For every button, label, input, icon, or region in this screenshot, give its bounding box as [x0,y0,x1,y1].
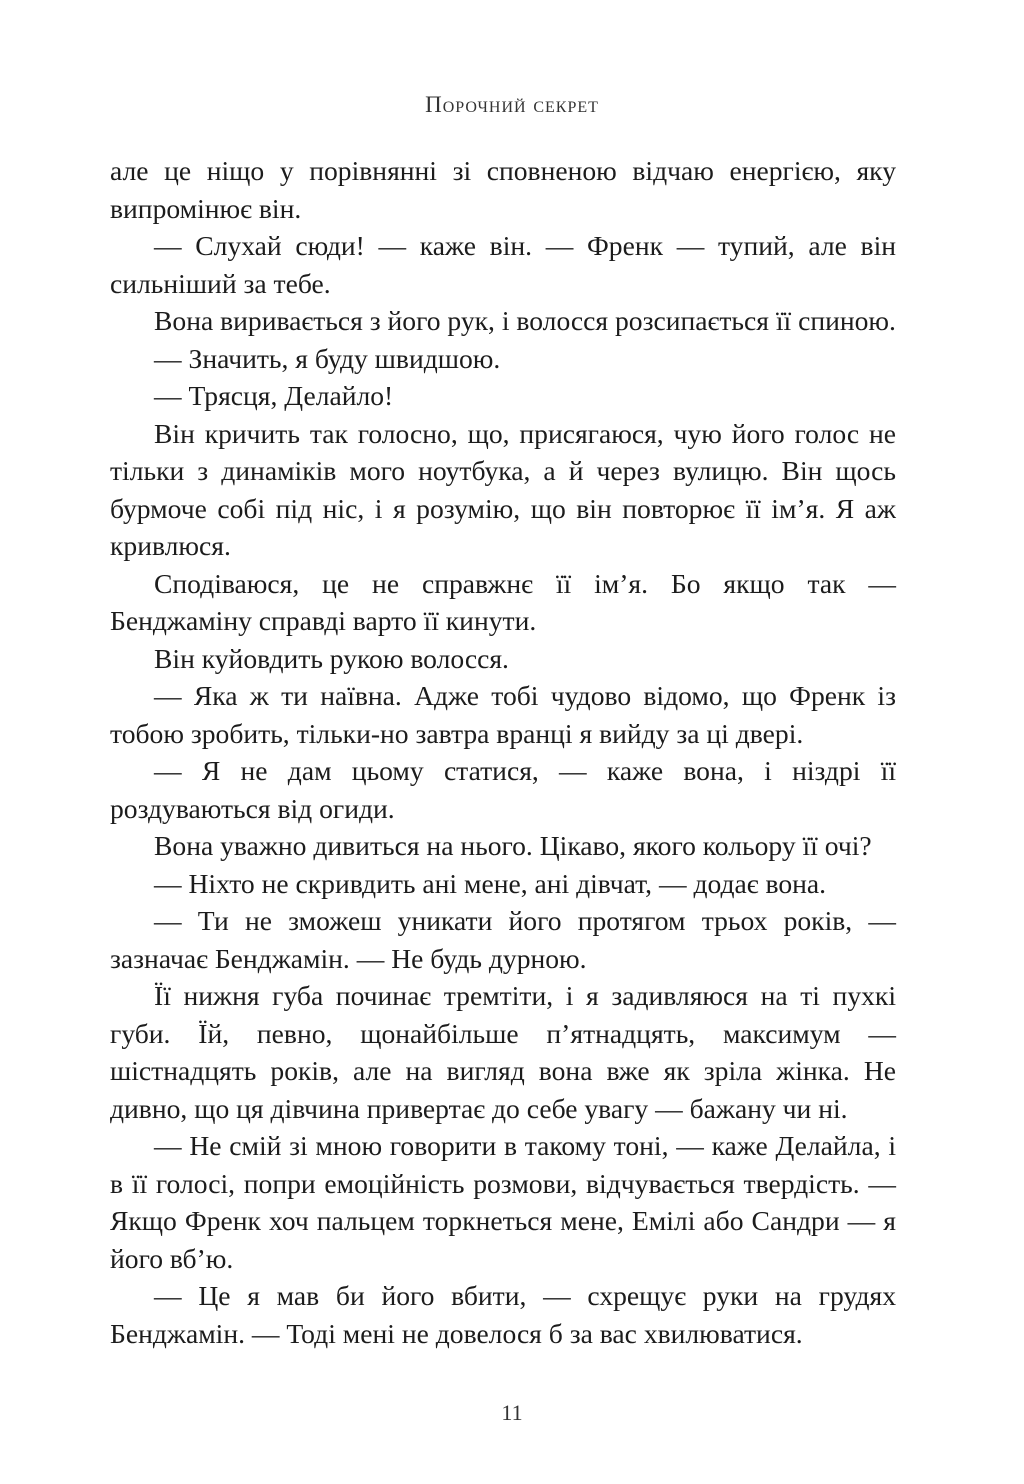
page-number: 11 [501,1400,523,1425]
paragraph: — Ніхто не скривдить ані мене, ані дівчат, — додає вона. [154,867,827,899]
paragraph: Сподіваюся, це не справжнє її ім’я. Бо якщо так — Бенджаміну справді варто її кинути. [110,567,896,636]
paragraph: — Слухай сюди! — каже він. — Френк — тупий, але він сильніший за тебе. [110,230,896,299]
paragraph: — Не смій зі мною говорити в такому тоні, — каже Делайла, і в її голосі, попри емоційність розмови, відчувається твердість. — Якщо Френк хоч пальцем торкнеться мене, Емілі або Сандри — я його вб’ю. [110,1130,896,1274]
paragraph: — Яка ж ти наївна. Адже тобі чудово відомо, що Френк із тобою зробить, тільки-но завтра вранці я вийду за ці двері. [110,680,896,749]
paragraph: — Значить, я буду швидшою. [154,342,501,374]
paragraph: — Трясця, Делайло! [154,380,394,411]
paragraph: Її нижня губа починає тремтіти, і я задивляюся на ті пухкі губи. Їй, певно, щонайбільше п’ятнадцять, максимум — шістнадцять років, але на вигляд вона вже як зріла жінка. Не дивно, що ця дівчина привертає до себе увагу — бажану чи ні. [110,980,896,1124]
running-head: Порочний секрет [425,92,599,117]
paragraph: — Я не дам цьому статися, — каже вона, і ніздрі її роздуваються від огиди. [110,755,896,824]
paragraph: — Ти не зможеш уникати його протягом трьох років, — зазначає Бенджамін. — Не будь дурною. [110,905,896,974]
paragraph: але це ніщо у порівнянні зі сповненою відчаю енергією, яку випромінює він. [110,155,896,224]
paragraph: Він кричить так голосно, що, присягаюся, чую його голос не тільки з динаміків мого ноутбука, а й через вулицю. Він щось бурмоче собі під ніс, і я розумію, що він повторює її ім’я. Я аж кривлюся. [110,417,896,561]
paragraph: — Це я мав би його вбити, — схрещує руки на грудях Бенджамін. — Тоді мені не довелося б за вас хвилюватися. [110,1280,896,1349]
paragraph: Вона виривається з його рук, і волосся розсипається її спиною. [154,305,896,336]
paragraph: Вона уважно дивиться на нього. Цікаво, якого кольору її очі? [154,830,872,861]
body-text [110,152,896,1352]
paragraph: Він куйовдить рукою волосся. [154,642,509,674]
